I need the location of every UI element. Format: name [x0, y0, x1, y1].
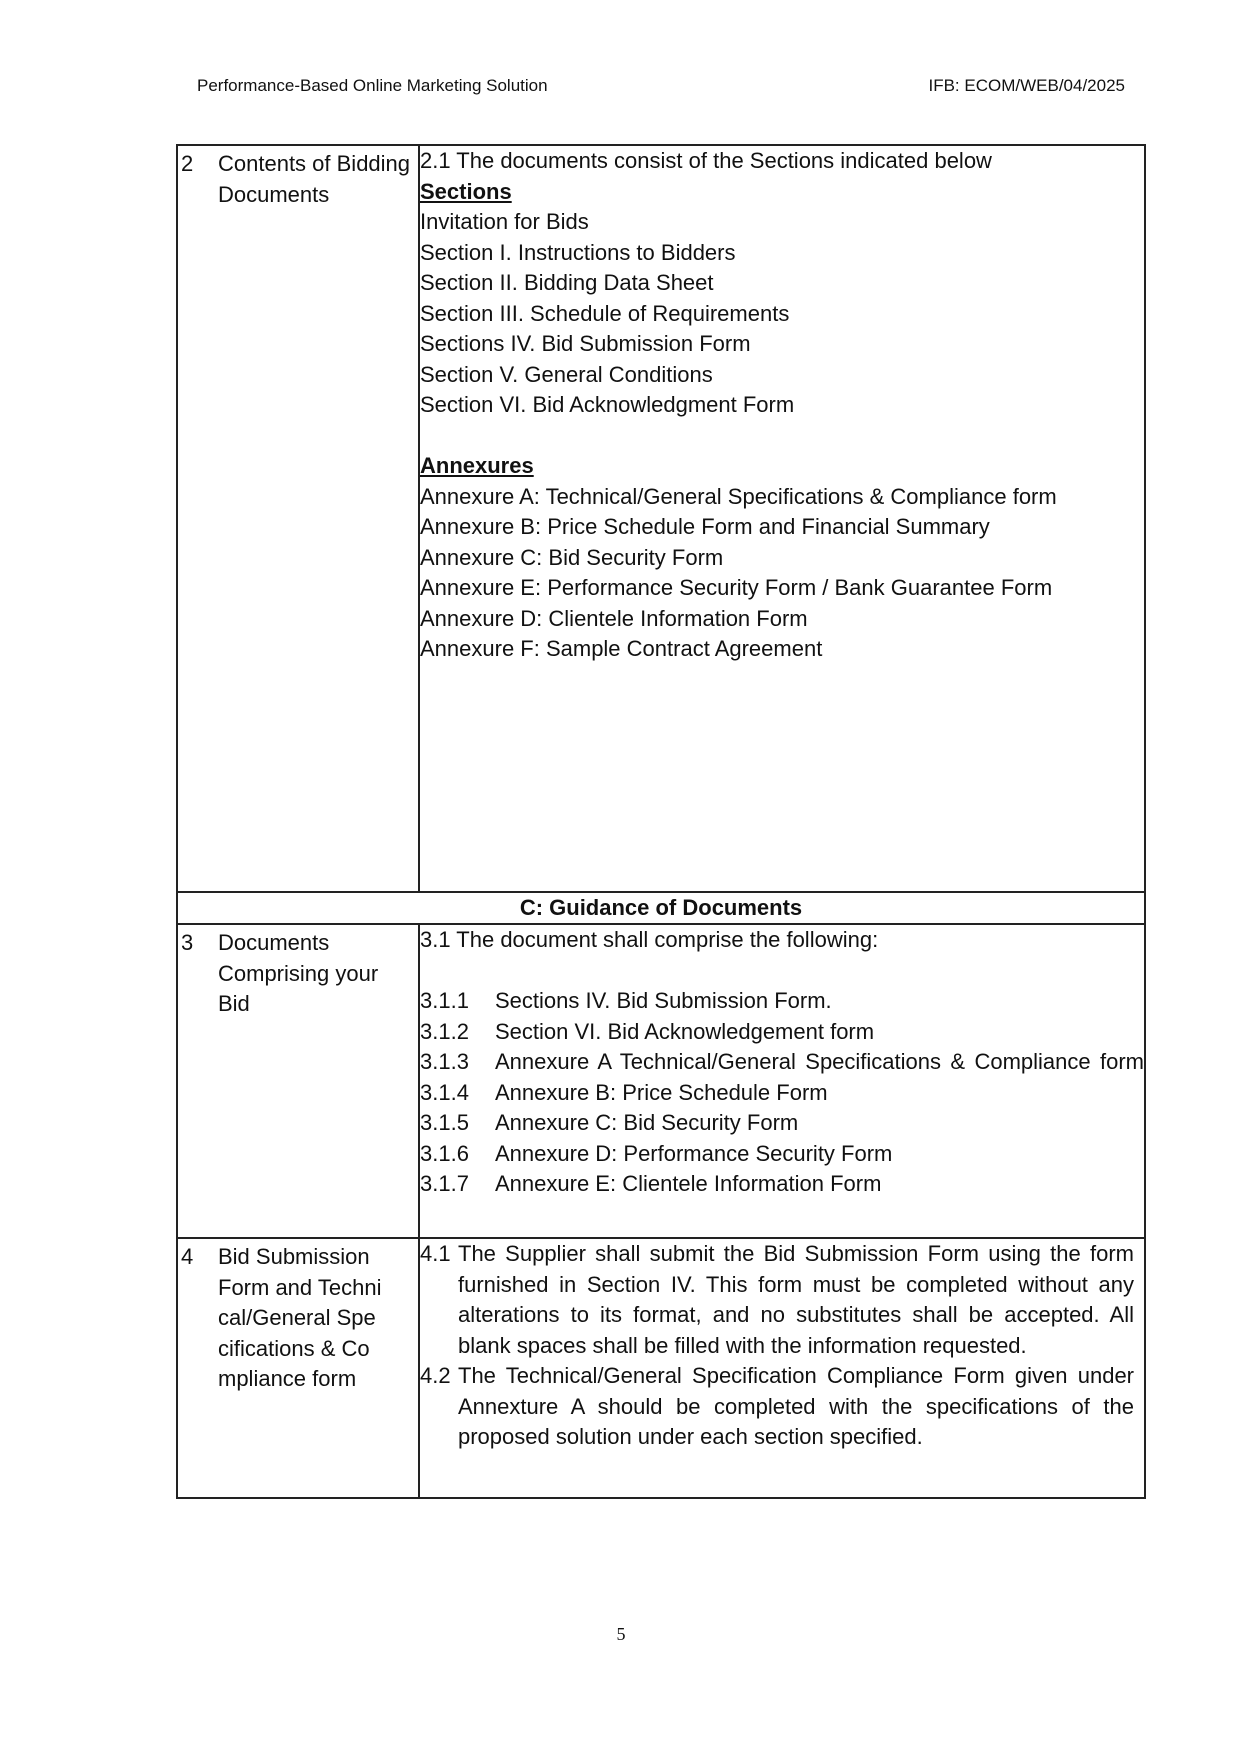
clause-text: 3.1 The document shall comprise the following:: [420, 927, 879, 952]
item-text: Annexure C: Bid Security Form: [495, 1110, 799, 1135]
list-item: Section V. General Conditions: [420, 361, 713, 387]
row-label-cell: [177, 1238, 419, 1498]
list-item: Section I. Instructions to Bidders: [420, 239, 736, 265]
list-item: [420, 1139, 1144, 1170]
clause-number: 4.1: [420, 1241, 451, 1266]
clause-text: 2.1 The documents consist of the Sections indicated below: [420, 148, 992, 173]
clause-number: 4.2: [420, 1363, 451, 1388]
annexures-list: [420, 482, 1144, 665]
row-content-cell: [419, 924, 1145, 1238]
list-item: Sections IV. Bid Submission Form: [420, 331, 751, 356]
page-number: 5: [616, 1624, 626, 1644]
list-item: Annexure D: Clientele Information Form: [420, 605, 808, 631]
item-text: Annexure A Technical/General Specifications & Compliance form: [495, 1049, 1144, 1074]
item-text: Sections IV. Bid Submission Form.: [495, 988, 832, 1013]
list-item: Invitation for Bids: [420, 209, 589, 234]
table-row: [177, 924, 1145, 1238]
row-number: 2: [181, 151, 194, 176]
table-row: [177, 145, 1145, 892]
item-text: Section VI. Bid Acknowledgement form: [495, 1018, 875, 1044]
item-number: 3.1.1: [420, 988, 469, 1013]
table-row: [177, 1238, 1145, 1498]
row-number: 4: [181, 1244, 194, 1269]
row-label-cell: [177, 145, 419, 892]
row-label: Contents of Bidding Documents: [218, 151, 411, 207]
item-number: 3.1.4: [420, 1079, 469, 1105]
table-row: [177, 892, 1145, 924]
list-item: Section VI. Bid Acknowledgment Form: [420, 392, 795, 417]
item-number: 3.1.2: [420, 1018, 469, 1044]
list-item: [420, 1078, 1144, 1109]
clause-paragraph: [420, 1361, 1144, 1453]
list-item: [420, 1017, 1144, 1048]
list-item: [420, 1169, 1144, 1200]
item-text: Annexure D: Performance Security Form: [495, 1140, 893, 1166]
item-text: Annexure B: Price Schedule Form: [495, 1079, 828, 1105]
item-text: Annexure E: Clientele Information Form: [495, 1171, 882, 1196]
clause-text: The Supplier shall submit the Bid Submission Form using the form furnished in Section IV. This form must be completed without any alterations to its format, and no substitutes shall be accepted. All blank spaces shall be filled with the information requested.: [458, 1241, 1134, 1358]
row-label: Documents Comprising your Bid: [218, 930, 379, 1016]
section-heading: C: Guidance of Documents: [177, 892, 1145, 924]
list-item: Annexure A: Technical/General Specifications & Compliance form: [420, 483, 1057, 509]
row-content-cell: [419, 145, 1145, 892]
list-item: Section II. Bidding Data Sheet: [420, 270, 714, 295]
row-label-cell: [177, 924, 419, 1238]
header-ifb-number: IFB: ECOM/WEB/04/2025: [928, 76, 1125, 95]
row-number: 3: [181, 930, 194, 955]
item-number: 3.1.6: [420, 1140, 469, 1166]
list-item: [420, 986, 1144, 1017]
list-item: Annexure F: Sample Contract Agreement: [420, 636, 823, 661]
clause-paragraphs: [420, 1239, 1144, 1453]
header-document-title: Performance-Based Online Marketing Solution: [197, 76, 548, 95]
list-item: [420, 1108, 1144, 1139]
item-number: 3.1.5: [420, 1110, 469, 1135]
annexures-heading: Annexures: [420, 453, 534, 478]
row-content-cell: [419, 1238, 1145, 1498]
item-number: 3.1.3: [420, 1049, 469, 1074]
clause-paragraph: [420, 1239, 1144, 1361]
list-item: [420, 1047, 1144, 1078]
list-item: Annexure E: Performance Security Form / Bank Guarantee Form: [420, 575, 1053, 600]
item-number: 3.1.7: [420, 1171, 469, 1196]
document-items-list: [420, 986, 1144, 1200]
instructions-table: [176, 144, 1146, 1499]
clause-text: The Technical/General Specification Compliance Form given under Annexture A should be completed with the specifications of the proposed solution under each section specified.: [458, 1363, 1134, 1449]
list-item: Section III. Schedule of Requirements: [420, 300, 790, 326]
sections-list: [420, 207, 1144, 421]
sections-heading: Sections: [420, 178, 512, 204]
list-item: Annexure B: Price Schedule Form and Financial Summary: [420, 514, 990, 539]
row-label: Bid Submission Form and Technical/General Specifications & Compliance form: [218, 1244, 382, 1391]
list-item: Annexure C: Bid Security Form: [420, 544, 724, 570]
